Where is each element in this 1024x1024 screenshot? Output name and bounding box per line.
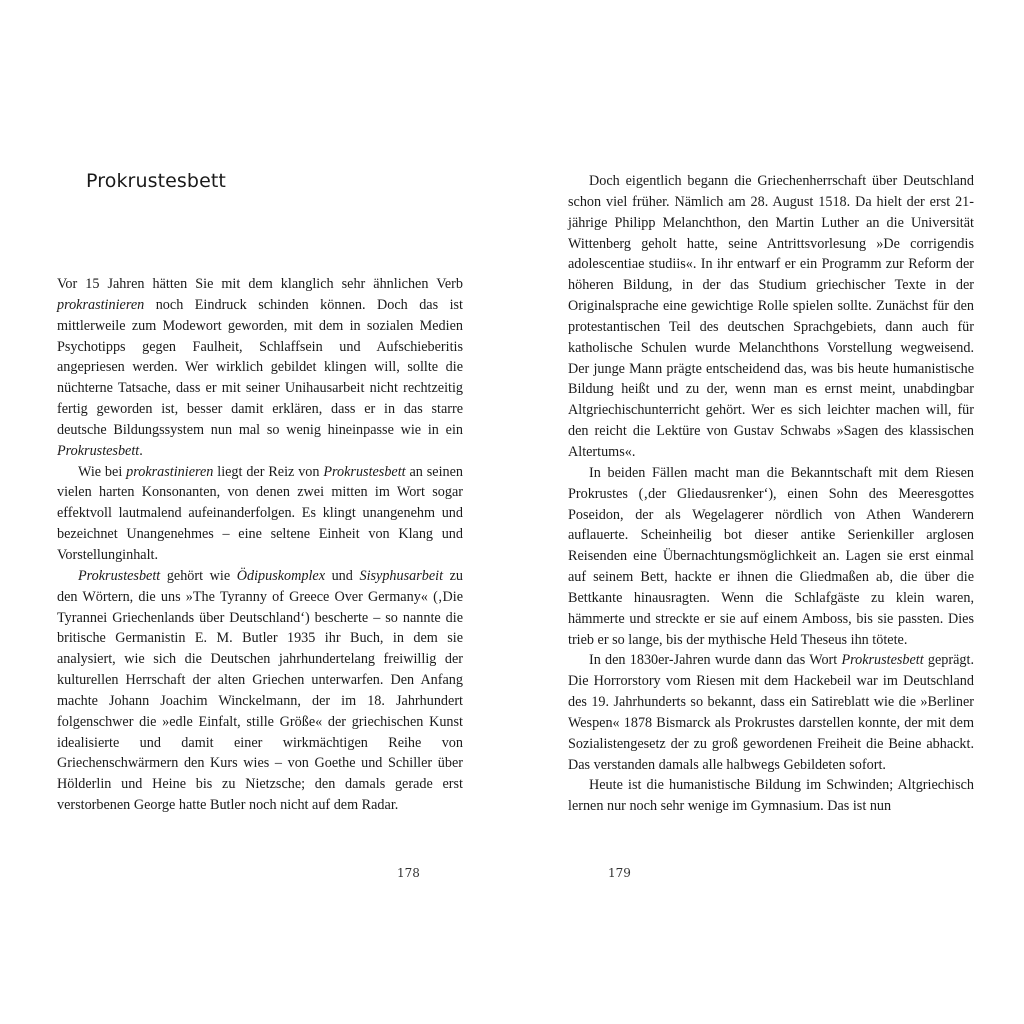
- page-number-left: 178: [397, 866, 420, 880]
- text-run: In beiden Fällen macht man die Bekanntschaft mit dem Riesen Prokrustes (‚der Gliedausrenker‘), einen Sohn des Meeresgottes Poseidon, der als Wegelagerer nördlich von Athen Wanderern auflauerte. Scheinheilig bot dieser antike Serienkiller arglosen Reisenden eine Übernachtungsmöglichkeit an. Lagen sie erst einmal auf seinem Bett, hackte er ihnen die Gliedmaßen ab, die über die Bettkante hinausragten. Wenn die Schlafgäste zu klein waren, hämmerte und streckte er sie auf einem Amboss, bis sie passten. Dies trieb er so lange, bis der mythische Held Theseus ihn tötete.: [568, 464, 974, 648]
- italic-term: Sisyphusarbeit: [359, 567, 444, 584]
- italic-term: prokrastinieren: [126, 463, 214, 480]
- italic-term: Prokrustesbett: [323, 463, 406, 480]
- text-run: Heute ist die humanistische Bildung im Schwinden; Altgriechisch lernen nur noch sehr wenige im Gymnasium. Das ist nun: [568, 777, 974, 815]
- right-paragraph-3: [568, 650, 974, 775]
- text-run: zu den Wörtern, die uns »The Tyranny of Greece Over Germany« (‚Die Tyrannei Griechenlands über Deutschland‘) bescherte – so nannte die britische Germanistin E. M. Butler 1935 ihr Buch, in dem sie analysiert, wie sich die Deutschen jahrhundertelang freiwillig der kulturellen Herrschaft der alten Griechen unterwarfen. Den Anfang machte Johann Joachim Winckelmann, der im 18. Jahrhundert folgenschwer die »edle Einfalt, stille Größe« der griechischen Kunst idealisierte und damit einer wirkmächtigen Reihe von Griechenschwärmern den Kurs wies – von Goethe und Schiller über Hölderlin und Heine bis zu Nietzsche; den damals gerade erst verstorbenen George hatte Butler noch nicht auf dem Radar.: [57, 567, 463, 814]
- text-run: In den 1830er-Jahren wurde dann das Wort: [589, 652, 842, 669]
- right-paragraph-1: [568, 171, 974, 463]
- text-run: liegt der Reiz von: [213, 463, 324, 480]
- text-run: .: [139, 442, 143, 459]
- chapter-heading: Prokrustesbett: [86, 170, 226, 192]
- left-page-text: [57, 274, 463, 816]
- text-run: an seinen vielen harten Konsonanten, von denen zwei mitten im Wort sogar effektvoll lautmalend aufeinanderfolgen. Es klingt unangenehm und bezeichnet Unangenehmes – eine seltene Einheit von Klang und Vorstellunginhalt.: [57, 463, 463, 563]
- left-paragraph-1: [57, 274, 463, 462]
- text-run: und: [325, 567, 360, 584]
- italic-term: Prokrustesbett: [841, 652, 924, 669]
- text-run: noch Eindruck schinden können. Doch das ist mittlerweile zum Modewort geworden, mit dem in sozialen Medien Psychotipps gegen Faulheit, Schlaffsein und Aufschieberitis angepriesen werden. Wer wirklich gebildet klingen will, sollte die nüchterne Tatsache, dass er mit seiner Unihausarbeit nicht rechtzeitig fertig geworden ist, besser damit erklären, dass er in das starre deutsche Bildungssystem nun mal so wenig hineinpasse wie in ein: [57, 296, 463, 438]
- page-number-right: 179: [608, 866, 631, 880]
- text-run: Vor 15 Jahren hätten Sie mit dem klanglich sehr ähnlichen Verb: [57, 276, 463, 292]
- text-run: Wie bei: [78, 463, 127, 480]
- italic-term: Ödipuskomplex: [236, 567, 325, 584]
- text-run: Doch eigentlich begann die Griechenherrschaft über Deutschland schon viel früher. Nämlich am 28. August 1518. Da hielt der erst 21-jährige Philipp Melanchthon, den Martin Luther an die Universität Wittenberg geholt hatte, seine Antrittsvorlesung »De corrigendis adolescentiae studiis«. In ihr entwarf er ein Programm zur Reform der höheren Bildung, in der das Studium griechischer Texte in der Originalsprache eine gewichtige Rolle spielen sollte. Zunächst für den protestantischen Teil des deutschen Sprachgebiets, dann auch für katholische Schulen wurde Melanchthons Vorstellung wegweisend. Der junge Mann prägte entscheidend das, was bis heute humanistische Bildung heißt und zu der, wenn man es ernst meint, unabdingbar Altgriechischunterricht gehört. Wer es sich leichter machen will, für den reicht die Lektüre von Gustav Schwabs »Sagen des klassischen Altertums«.: [568, 173, 974, 460]
- right-page: [512, 0, 1024, 1024]
- right-paragraph-2: [568, 463, 974, 651]
- italic-term: prokrastinieren: [57, 296, 145, 313]
- right-page-text: [568, 171, 974, 817]
- italic-term: Prokrustesbett: [78, 567, 161, 584]
- text-run: gehört wie: [160, 567, 237, 584]
- right-paragraph-4: [568, 775, 974, 817]
- italic-term: Prokrustesbett: [57, 442, 140, 459]
- left-paragraph-3: [57, 566, 463, 816]
- left-paragraph-2: [57, 462, 463, 566]
- text-run: geprägt. Die Horrorstory vom Riesen mit dem Hackebeil war im Deutschland des 19. Jahrhunderts so bekannt, dass ein Satireblatt wie die »Berliner Wespen« 1878 Bismarck als Prokrustes darstellen konnte, der mit dem Sozialistengesetz der zu groß gewordenen Freiheit die Beine abhackt. Das verstanden damals alle halbwegs Gebildeten sofort.: [568, 652, 975, 773]
